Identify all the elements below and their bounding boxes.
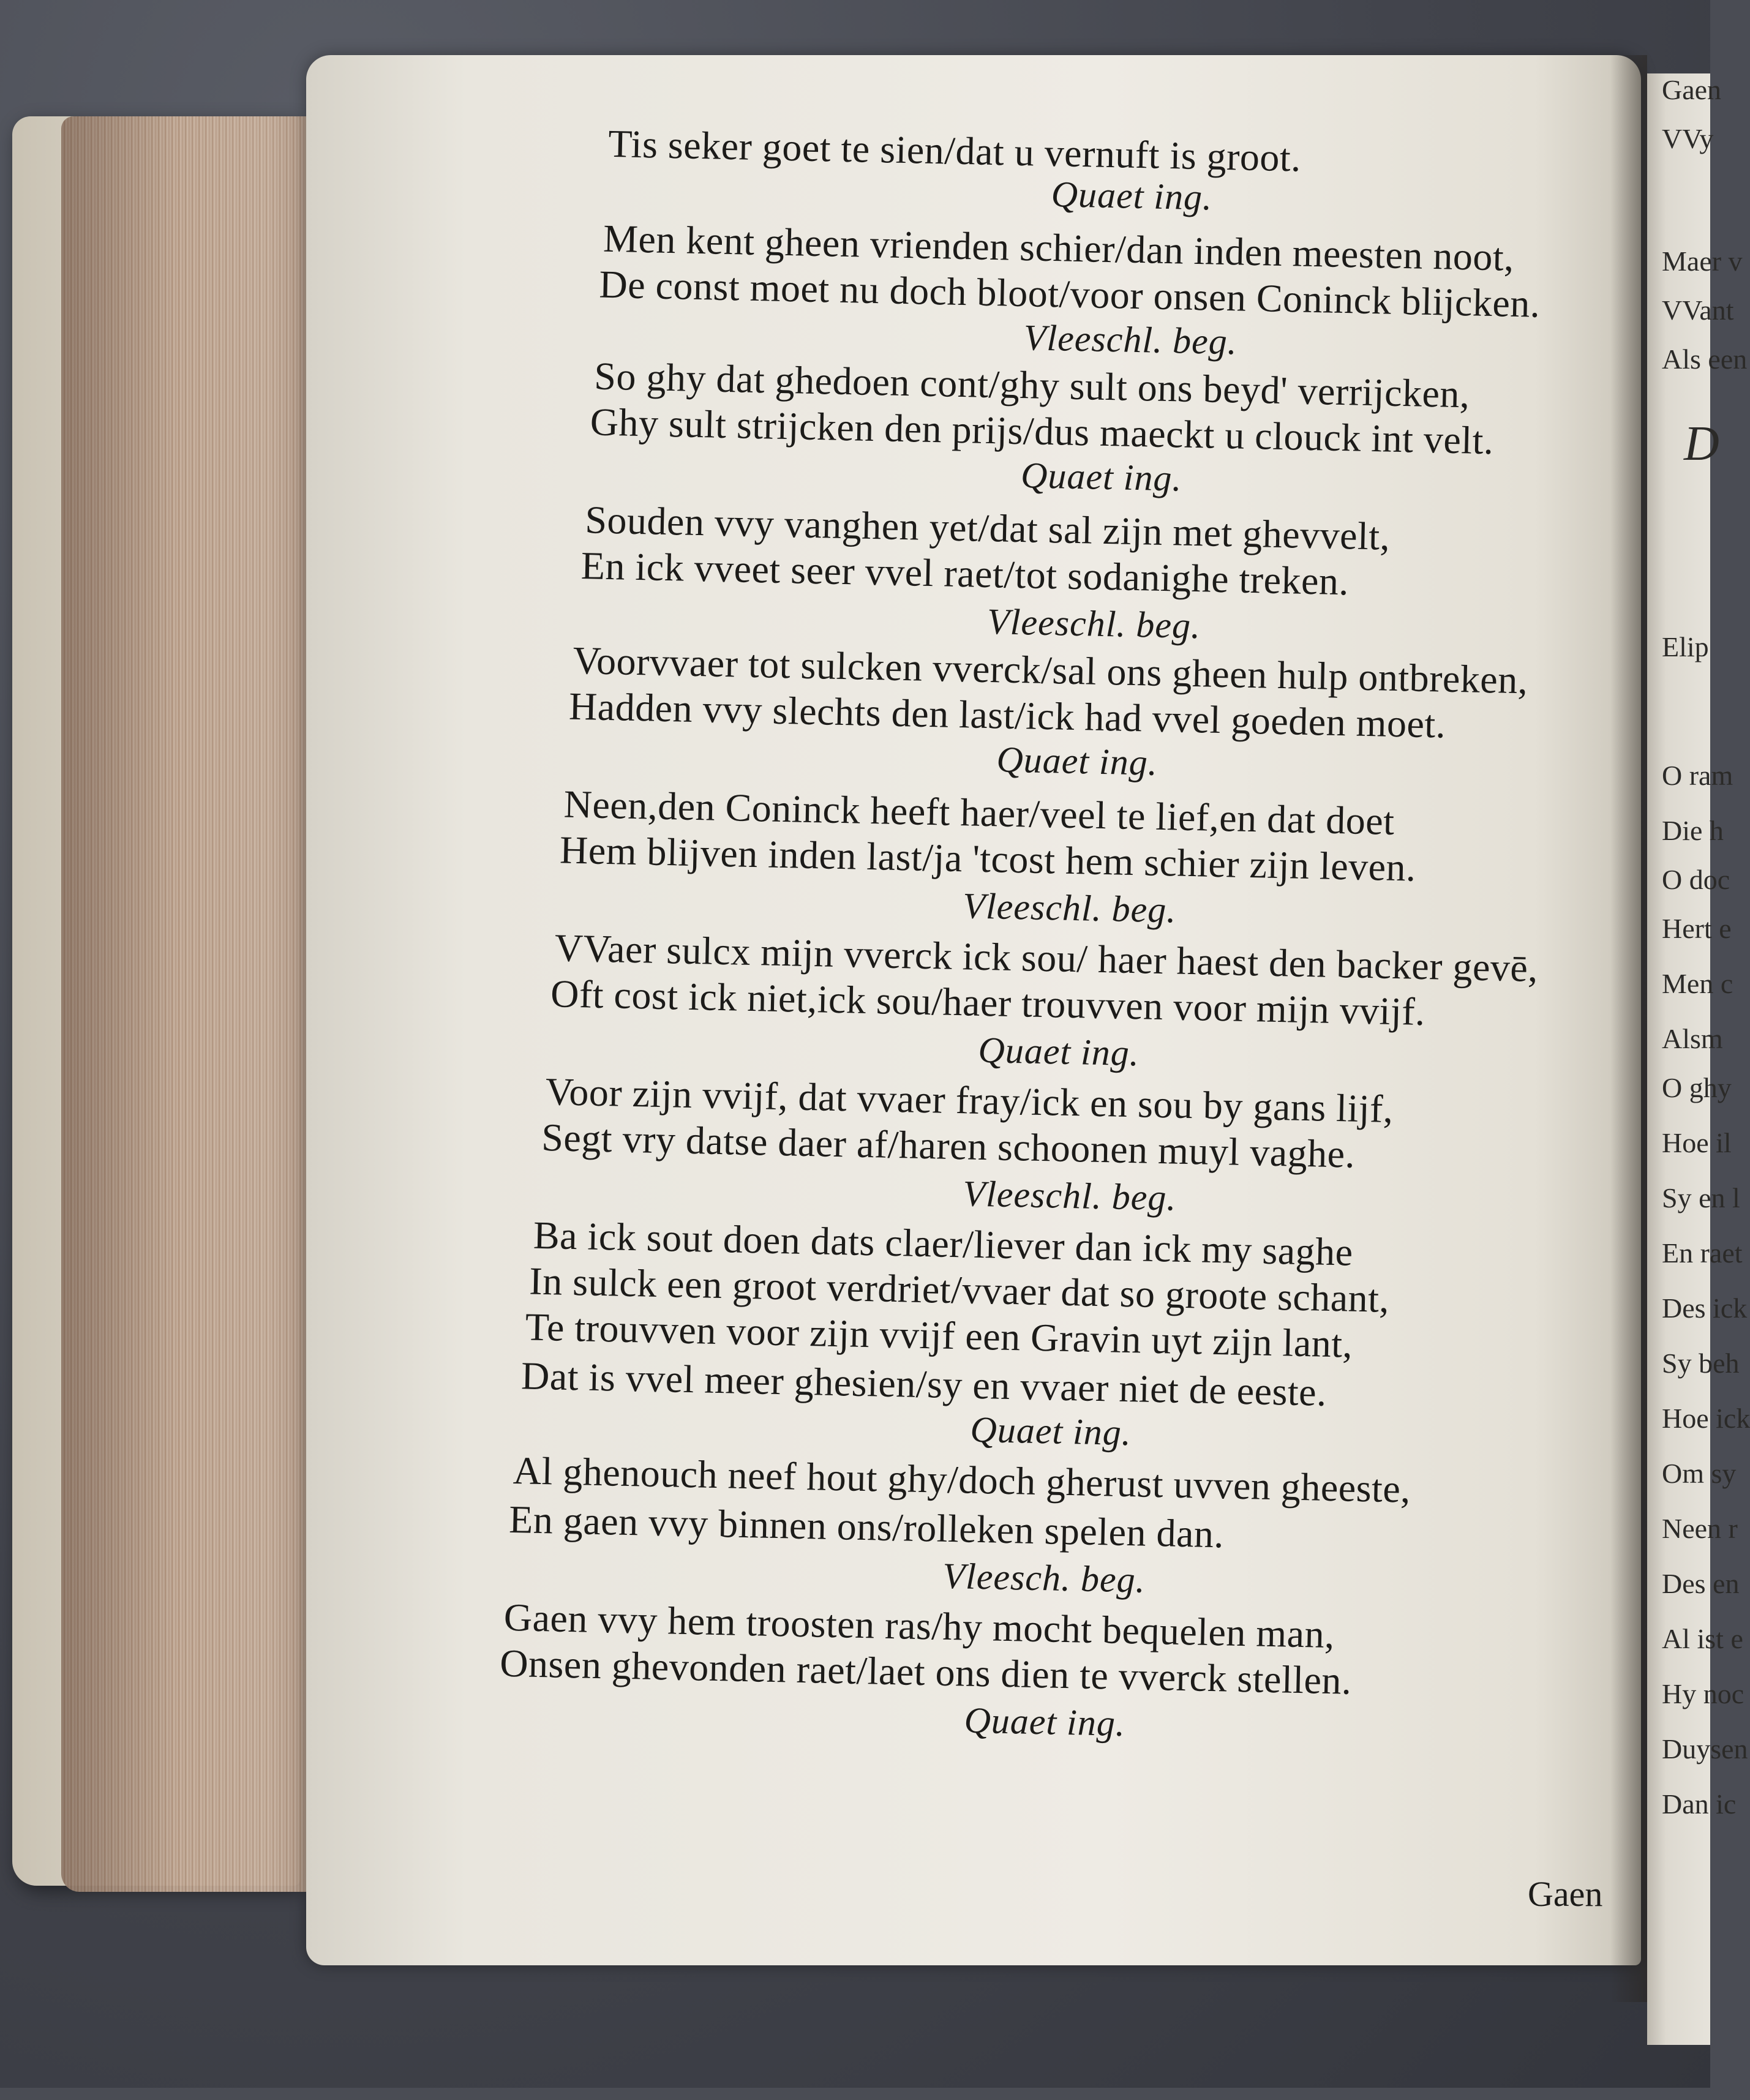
- facing-page-fragment: Men c: [1662, 968, 1733, 999]
- verse-line: VVaer sulcx mijn vverck ick sou/ haer haest den backer gevē,: [554, 926, 1539, 990]
- speaker-heading: Quaet ing.: [996, 739, 1159, 783]
- speaker-heading: Vleeschl. beg.: [1023, 317, 1238, 362]
- speaker-heading: Quaet ing.: [963, 1700, 1126, 1744]
- verse-line: Te trouvven voor zijn vvijf een Gravin uyt zijn lant,: [525, 1305, 1353, 1366]
- facing-page-fragment: Als een: [1662, 343, 1748, 375]
- facing-page-fragment: Hert e: [1662, 913, 1732, 944]
- speaker-heading: Quaet ing.: [1020, 455, 1183, 499]
- facing-page-fragment: Des ick: [1662, 1292, 1748, 1324]
- verse-line: Segt vry datse daer af/haren schoonen muyl vaghe.: [541, 1115, 1356, 1176]
- catchword: Gaen: [1528, 1874, 1603, 1914]
- speaker-heading: Quaet ing.: [977, 1029, 1140, 1074]
- speaker-heading: Vleeschl. beg.: [986, 601, 1201, 647]
- facing-page-fragment: O doc: [1662, 864, 1730, 895]
- verse-line: Voorvvaer tot sulcken vverck/sal ons gheen hulp ontbreken,: [572, 638, 1529, 702]
- verse-line: Men kent gheen vrienden schier/dan inden meesten noot,: [603, 216, 1515, 279]
- facing-page-fragment: D: [1684, 417, 1719, 471]
- speaker-heading: Vleeschl. beg.: [962, 1173, 1177, 1218]
- facing-page-fragment: Elip: [1662, 631, 1709, 662]
- facing-page-fragment: O ghy: [1662, 1072, 1732, 1103]
- verse-line: Ba ick sout doen dats claer/liever dan ick my saghe: [533, 1213, 1354, 1274]
- verse-line: Oft cost ick niet,ick sou/haer trouvven voor mijn vvijf.: [550, 972, 1426, 1034]
- verse-line: En ick vveet seer vvel raet/tot sodanighe treken.: [580, 544, 1350, 604]
- facing-page-fragment: Duysen: [1662, 1733, 1748, 1764]
- speaker-heading: Quaet ing.: [1051, 173, 1213, 218]
- facing-page-fragment: Om sy: [1662, 1458, 1737, 1489]
- facing-page-fragment: O ram: [1662, 760, 1733, 791]
- verse-line: Onsen ghevonden raet/laet ons dien te vverck stellen.: [499, 1641, 1353, 1703]
- verse-line: Dat is vvel meer ghesien/sy en vvaer niet de eeste.: [520, 1354, 1328, 1414]
- facing-page-fragment: VVant: [1662, 294, 1734, 326]
- facing-page-fragment: Die h: [1662, 815, 1724, 846]
- verse-line: Ghy sult strijcken den prijs/dus maeckt u clouck int velt.: [590, 400, 1495, 463]
- facing-page-fragment: En raet: [1662, 1237, 1743, 1269]
- verse-line: In sulck een groot verdriet/vvaer dat so groote schant,: [528, 1259, 1390, 1321]
- verse-line: Gaen vvy hem troosten ras/hy mocht bequelen man,: [503, 1595, 1335, 1657]
- facing-page-fragment: Hy noc: [1662, 1678, 1744, 1709]
- facing-page-fragment: Hoe ick: [1662, 1403, 1750, 1434]
- facing-page-fragment: Des en: [1662, 1568, 1740, 1599]
- facing-page-fragment: Sy beh: [1662, 1348, 1740, 1379]
- speaker-heading: Quaet ing.: [969, 1409, 1132, 1453]
- facing-page-fragment: Al ist e: [1662, 1623, 1743, 1654]
- facing-page-fragment: Gaen: [1662, 74, 1722, 105]
- verse-line: Hadden vvy slechts den last/ick had vvel goeden moet.: [568, 684, 1446, 746]
- facing-page-fragment: VVy: [1662, 123, 1714, 154]
- facing-page-fragment: Sy en l: [1662, 1182, 1740, 1213]
- speaker-heading: Vleeschl. beg.: [962, 885, 1177, 931]
- verse-line: Souden vvy vanghen yet/dat sal zijn met ghevvelt,: [584, 498, 1391, 558]
- facing-page-fragment: Maer v: [1662, 246, 1743, 277]
- verse-line: En gaen vvy binnen ons/rolleken spelen dan.: [508, 1497, 1225, 1556]
- facing-page-fragment: Hoe il: [1662, 1127, 1732, 1158]
- verse-line: Neen,den Coninck heeft haer/veel te lief,en dat doet: [563, 782, 1395, 843]
- facing-page-fragment: Alsm: [1662, 1023, 1723, 1054]
- speaker-heading: Vleesch. beg.: [942, 1555, 1146, 1600]
- facing-page-fragment: Dan ic: [1662, 1788, 1737, 1820]
- verse-line: Tis seker goet te sien/dat u vernuft is groot.: [607, 121, 1302, 180]
- verse-line: De const moet nu doch bloot/voor onsen Coninck blijcken.: [598, 262, 1541, 326]
- facing-page-fragment: Neen r: [1662, 1513, 1738, 1544]
- verse-line: Hem blijven inden last/ja 'tcost hem schier zijn leven.: [559, 828, 1417, 890]
- verse-line: Al ghenouch neef hout ghy/doch gherust uvven gheeste,: [513, 1449, 1411, 1511]
- verse-line: Voor zijn vvijf, dat vvaer fray/ick en sou by gans lijf,: [545, 1070, 1394, 1131]
- verse-line: So ghy dat ghedoen cont/ghy sult ons beyd' verrijcken,: [593, 354, 1471, 416]
